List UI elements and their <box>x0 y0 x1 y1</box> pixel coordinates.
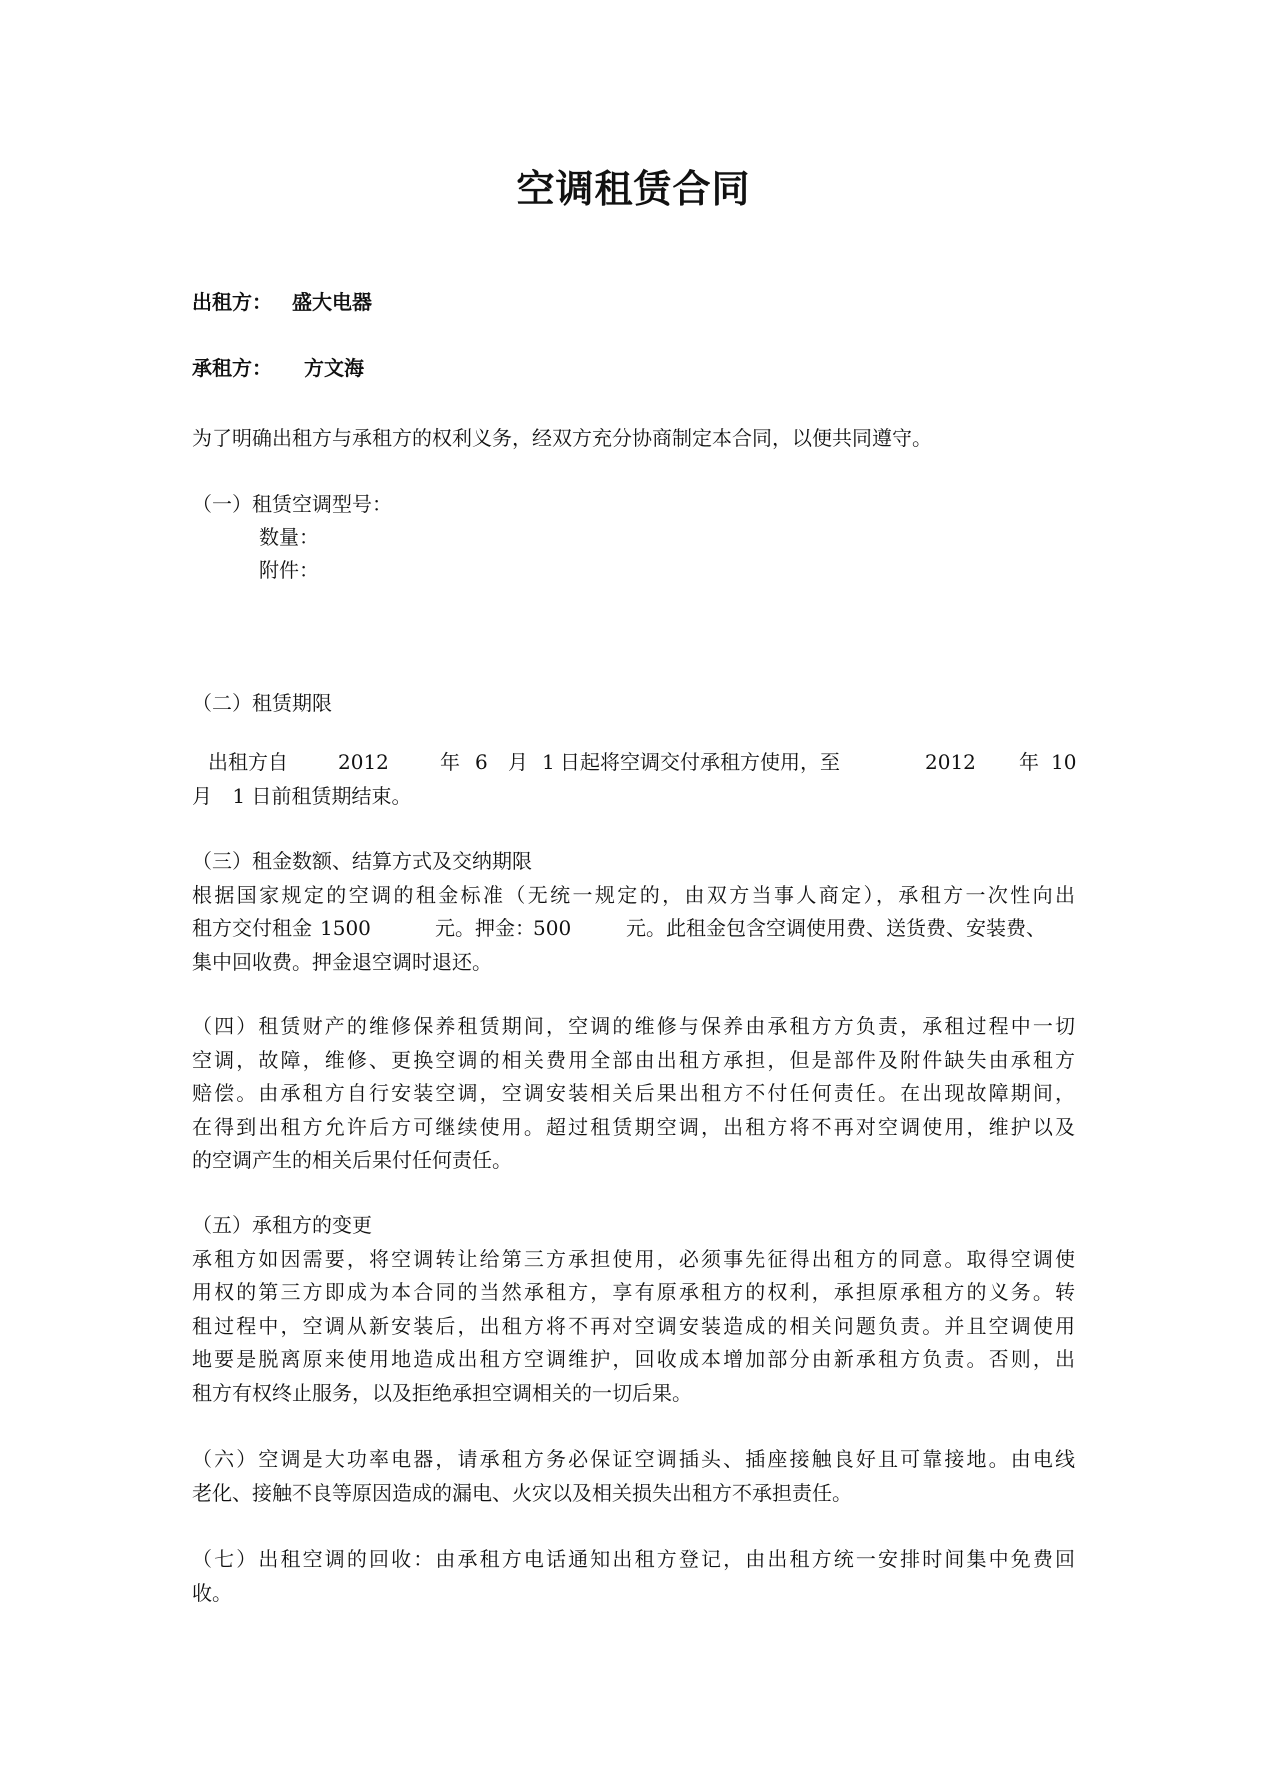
end-year: 2012 <box>925 750 976 774</box>
section4-line: 的空调产生的相关后果付任何责任。 <box>192 1148 512 1172</box>
intro-paragraph: 为了明确出租方与承租方的权利义务，经双方充分协商制定本合同，以便共同遵守。 <box>192 426 932 450</box>
term-text-7: 日前租赁期结束。 <box>251 783 412 808</box>
deposit-amount: 500 <box>533 916 572 940</box>
section3-text-c: 元。此租金包含空调使用费、送货费、安装费、 <box>626 916 1046 940</box>
section6-line: （六）空调是大功率电器，请承租方务必保证空调插头、插座接触良好且可靠接地。由电线 <box>192 1447 1075 1471</box>
term-text-2: 年 <box>440 750 460 774</box>
lessor-label: 出租方： <box>192 290 272 314</box>
section5-line: 租方有权终止服务，以及拒绝承担空调相关的一切后果。 <box>192 1380 692 1405</box>
section3-line: 根据国家规定的空调的租金标准（无统一规定的，由双方当事人商定），承租方一次性向出 <box>192 882 1075 907</box>
section4-line: 空调，故障，维修、更换空调的相关费用全部由出租方承担，但是部件及附件缺失由承租方 <box>192 1047 1075 1072</box>
section3 <box>192 845 1075 979</box>
section5-line: 用权的第三方即成为本合同的当然承租方，享有原承租方的权利，承担原承租方的义务。转 <box>192 1280 1075 1304</box>
section7-line: 收。 <box>192 1580 232 1605</box>
section7 <box>192 1543 1075 1610</box>
start-day: 1 <box>542 750 555 774</box>
section4-line: （四）租赁财产的维修保养租赁期间，空调的维修与保养由承租方方负责，承租过程中一切 <box>192 1014 1075 1038</box>
section5 <box>192 1209 1075 1410</box>
section5-line: 地要是脱离原来使用地造成出租方空调维护，回收成本增加部分由新承租方负责。否则，出 <box>192 1347 1075 1371</box>
end-month: 10 <box>1051 750 1077 774</box>
term-text-6: 月 <box>192 783 212 808</box>
section3-line: 集中回收费。押金退空调时退还。 <box>192 949 492 974</box>
section2-heading: （二）租赁期限 <box>192 691 332 715</box>
lessee-line <box>192 352 364 381</box>
section5-line: 承租方如因需要，将空调转让给第三方承担使用，必须事先征得出租方的同意。取得空调使 <box>192 1246 1075 1271</box>
section3-heading: （三）租金数额、结算方式及交纳期限 <box>192 849 532 873</box>
section5-heading: （五）承租方的变更 <box>192 1213 372 1237</box>
term-text-4: 日起将空调交付承租方使用，至 <box>560 750 840 774</box>
document-title: 空调租赁合同 <box>516 166 751 211</box>
term-text-5: 年 <box>1019 750 1039 774</box>
section3-text-b: 元。押金： <box>435 916 535 940</box>
lessee-name: 方文海 <box>304 356 364 380</box>
term-text-3: 月 <box>508 750 528 774</box>
section3-text-a: 租方交付租金 <box>192 916 312 940</box>
lessee-label: 承租方： <box>192 356 272 380</box>
section6 <box>192 1443 1075 1510</box>
section6-line: 老化、接触不良等原因造成的漏电、火灾以及相关损失出租方不承担责任。 <box>192 1480 852 1505</box>
start-month: 6 <box>475 750 488 774</box>
section2-body <box>192 746 1075 813</box>
section4-line: 在得到出租方允许后方可继续使用。超过租赁期空调，出租方将不再对空调使用，维护以及 <box>192 1114 1075 1139</box>
end-day: 1 <box>232 783 246 808</box>
quantity-label: 数量： <box>259 525 319 549</box>
section1-heading: （一）租赁空调型号： <box>192 492 392 516</box>
accessories-label: 附件： <box>259 558 319 582</box>
term-text-1: 出租方自 <box>208 750 288 774</box>
lessor-line <box>192 286 372 315</box>
section4-line: 赔偿。由承租方自行安装空调，空调安装相关后果出租方不付任何责任。在出现故障期间， <box>192 1081 1075 1105</box>
section5-line: 租过程中，空调从新安装后，出租方将不再对空调安装造成的相关问题负责。并且空调使用 <box>192 1313 1075 1338</box>
section7-line: （七）出租空调的回收：由承租方电话通知出租方登记，由出租方统一安排时间集中免费回 <box>192 1547 1075 1571</box>
lessor-name: 盛大电器 <box>292 290 372 314</box>
rent-amount: 1500 <box>320 916 371 940</box>
start-year: 2012 <box>338 750 389 774</box>
section4 <box>192 1010 1075 1178</box>
